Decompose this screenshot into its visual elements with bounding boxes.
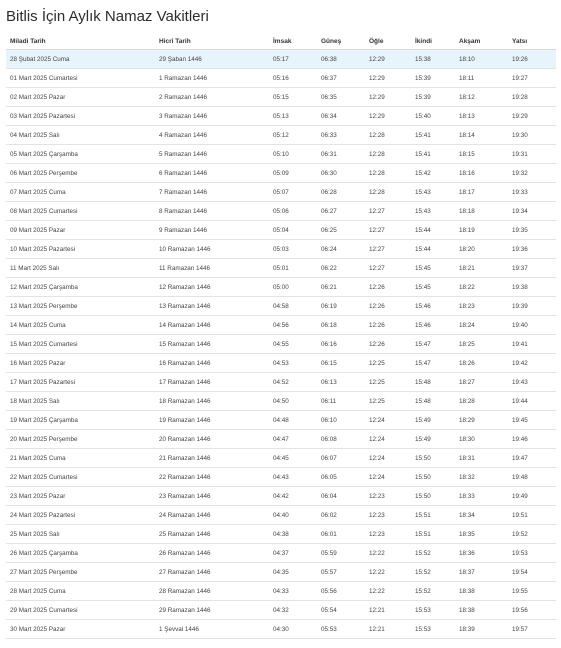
cell-aksam: 18:38 [455,601,508,620]
cell-ogle: 12:27 [365,240,411,259]
cell-ogle: 12:24 [365,468,411,487]
cell-ikindi: 15:47 [411,354,455,373]
cell-ikindi: 15:52 [411,582,455,601]
table-row [6,107,556,126]
cell-aksam: 18:15 [455,145,508,164]
cell-ikindi: 15:39 [411,69,455,88]
table-row [6,620,556,639]
cell-yatsi: 19:53 [508,544,556,563]
cell-hicri-date: 5 Ramazan 1446 [155,145,269,164]
cell-miladi-date: 13 Mart 2025 Perşembe [6,297,155,316]
cell-aksam: 18:28 [455,392,508,411]
cell-ogle: 12:26 [365,335,411,354]
cell-aksam: 18:18 [455,202,508,221]
cell-ogle: 12:23 [365,525,411,544]
cell-yatsi: 19:34 [508,202,556,221]
cell-yatsi: 19:39 [508,297,556,316]
column-header-ikindi: İkindi [411,33,455,50]
cell-miladi-date: 18 Mart 2025 Salı [6,392,155,411]
cell-hicri-date: 11 Ramazan 1446 [155,259,269,278]
cell-yatsi: 19:32 [508,164,556,183]
table-row [6,221,556,240]
cell-hicri-date: 14 Ramazan 1446 [155,316,269,335]
table-row [6,525,556,544]
cell-imsak: 05:15 [269,88,317,107]
cell-gunes: 06:35 [317,88,365,107]
cell-imsak: 05:04 [269,221,317,240]
cell-aksam: 18:13 [455,107,508,126]
column-header-ogle: Öğle [365,33,411,50]
cell-ogle: 12:24 [365,430,411,449]
cell-yatsi: 19:27 [508,69,556,88]
cell-ogle: 12:24 [365,411,411,430]
column-header-hicri: Hicri Tarih [155,33,269,50]
cell-hicri-date: 1 Ramazan 1446 [155,69,269,88]
cell-imsak: 04:30 [269,620,317,639]
cell-hicri-date: 4 Ramazan 1446 [155,126,269,145]
cell-ikindi: 15:50 [411,449,455,468]
cell-imsak: 04:45 [269,449,317,468]
cell-ogle: 12:28 [365,126,411,145]
cell-aksam: 18:35 [455,525,508,544]
cell-hicri-date: 19 Ramazan 1446 [155,411,269,430]
cell-yatsi: 19:29 [508,107,556,126]
cell-hicri-date: 23 Ramazan 1446 [155,487,269,506]
cell-hicri-date: 22 Ramazan 1446 [155,468,269,487]
cell-ogle: 12:25 [365,354,411,373]
cell-aksam: 18:21 [455,259,508,278]
cell-hicri-date: 29 Şaban 1446 [155,50,269,69]
cell-hicri-date: 28 Ramazan 1446 [155,582,269,601]
cell-miladi-date: 23 Mart 2025 Pazar [6,487,155,506]
cell-ikindi: 15:45 [411,278,455,297]
cell-ikindi: 15:47 [411,335,455,354]
cell-yatsi: 19:40 [508,316,556,335]
cell-miladi-date: 20 Mart 2025 Perşembe [6,430,155,449]
cell-ikindi: 15:52 [411,563,455,582]
cell-hicri-date: 26 Ramazan 1446 [155,544,269,563]
cell-miladi-date: 30 Mart 2025 Pazar [6,620,155,639]
table-row [6,297,556,316]
cell-hicri-date: 8 Ramazan 1446 [155,202,269,221]
cell-yatsi: 19:51 [508,506,556,525]
cell-yatsi: 19:33 [508,183,556,202]
cell-aksam: 18:31 [455,449,508,468]
cell-ikindi: 15:51 [411,506,455,525]
cell-miladi-date: 28 Mart 2025 Cuma [6,582,155,601]
table-row [6,544,556,563]
cell-hicri-date: 27 Ramazan 1446 [155,563,269,582]
cell-ogle: 12:26 [365,316,411,335]
cell-imsak: 04:43 [269,468,317,487]
cell-gunes: 06:19 [317,297,365,316]
cell-ikindi: 15:46 [411,316,455,335]
cell-miladi-date: 08 Mart 2025 Cumartesi [6,202,155,221]
table-row [6,392,556,411]
cell-yatsi: 19:36 [508,240,556,259]
cell-miladi-date: 06 Mart 2025 Perşembe [6,164,155,183]
cell-aksam: 18:37 [455,563,508,582]
cell-imsak: 05:10 [269,145,317,164]
cell-gunes: 06:07 [317,449,365,468]
column-header-yatsi: Yatsı [508,33,556,50]
prayer-times-table [6,33,556,639]
column-header-gunes: Güneş [317,33,365,50]
cell-imsak: 04:53 [269,354,317,373]
cell-imsak: 05:12 [269,126,317,145]
table-row-today [6,50,556,69]
table-row [6,335,556,354]
cell-imsak: 04:58 [269,297,317,316]
cell-imsak: 04:32 [269,601,317,620]
cell-ogle: 12:23 [365,506,411,525]
table-row [6,563,556,582]
table-row [6,487,556,506]
cell-aksam: 18:26 [455,354,508,373]
table-header-row [6,33,556,50]
cell-miladi-date: 15 Mart 2025 Cumartesi [6,335,155,354]
cell-gunes: 06:13 [317,373,365,392]
cell-hicri-date: 12 Ramazan 1446 [155,278,269,297]
cell-gunes: 06:31 [317,145,365,164]
cell-gunes: 06:05 [317,468,365,487]
table-body [6,50,556,639]
cell-hicri-date: 7 Ramazan 1446 [155,183,269,202]
cell-miladi-date: 26 Mart 2025 Çarşamba [6,544,155,563]
cell-imsak: 04:40 [269,506,317,525]
cell-hicri-date: 24 Ramazan 1446 [155,506,269,525]
cell-aksam: 18:22 [455,278,508,297]
cell-ikindi: 15:52 [411,544,455,563]
cell-gunes: 06:27 [317,202,365,221]
cell-imsak: 05:07 [269,183,317,202]
cell-yatsi: 19:48 [508,468,556,487]
cell-miladi-date: 04 Mart 2025 Salı [6,126,155,145]
cell-imsak: 04:42 [269,487,317,506]
cell-ogle: 12:28 [365,164,411,183]
cell-ogle: 12:29 [365,107,411,126]
column-header-imsak: İmsak [269,33,317,50]
cell-gunes: 06:08 [317,430,365,449]
cell-miladi-date: 02 Mart 2025 Pazar [6,88,155,107]
cell-ogle: 12:22 [365,544,411,563]
cell-yatsi: 19:37 [508,259,556,278]
column-header-aksam: Akşam [455,33,508,50]
cell-gunes: 06:02 [317,506,365,525]
cell-ogle: 12:29 [365,88,411,107]
cell-miladi-date: 01 Mart 2025 Cumartesi [6,69,155,88]
cell-ogle: 12:25 [365,392,411,411]
cell-imsak: 04:50 [269,392,317,411]
cell-imsak: 05:01 [269,259,317,278]
cell-miladi-date: 22 Mart 2025 Cumartesi [6,468,155,487]
cell-ikindi: 15:41 [411,126,455,145]
cell-ogle: 12:25 [365,373,411,392]
cell-gunes: 06:30 [317,164,365,183]
cell-hicri-date: 2 Ramazan 1446 [155,88,269,107]
cell-hicri-date: 25 Ramazan 1446 [155,525,269,544]
cell-ikindi: 15:38 [411,50,455,69]
cell-aksam: 18:20 [455,240,508,259]
table-row [6,259,556,278]
cell-ikindi: 15:44 [411,240,455,259]
cell-miladi-date: 16 Mart 2025 Pazar [6,354,155,373]
cell-aksam: 18:16 [455,164,508,183]
table-row [6,183,556,202]
cell-ikindi: 15:49 [411,411,455,430]
cell-miladi-date: 14 Mart 2025 Cuma [6,316,155,335]
cell-yatsi: 19:42 [508,354,556,373]
cell-hicri-date: 1 Şevval 1446 [155,620,269,639]
cell-yatsi: 19:31 [508,145,556,164]
cell-ikindi: 15:41 [411,145,455,164]
cell-ikindi: 15:42 [411,164,455,183]
cell-yatsi: 19:49 [508,487,556,506]
cell-gunes: 05:59 [317,544,365,563]
cell-imsak: 04:55 [269,335,317,354]
cell-ikindi: 15:44 [411,221,455,240]
cell-ogle: 12:23 [365,487,411,506]
cell-hicri-date: 13 Ramazan 1446 [155,297,269,316]
cell-gunes: 06:24 [317,240,365,259]
cell-imsak: 05:00 [269,278,317,297]
table-row [6,278,556,297]
cell-hicri-date: 3 Ramazan 1446 [155,107,269,126]
cell-yatsi: 19:56 [508,601,556,620]
cell-gunes: 06:18 [317,316,365,335]
cell-ogle: 12:21 [365,601,411,620]
cell-ikindi: 15:50 [411,487,455,506]
cell-miladi-date: 17 Mart 2025 Pazartesi [6,373,155,392]
cell-ogle: 12:27 [365,259,411,278]
cell-imsak: 04:48 [269,411,317,430]
cell-aksam: 18:27 [455,373,508,392]
cell-hicri-date: 18 Ramazan 1446 [155,392,269,411]
cell-ogle: 12:29 [365,50,411,69]
cell-miladi-date: 12 Mart 2025 Çarşamba [6,278,155,297]
cell-yatsi: 19:26 [508,50,556,69]
cell-imsak: 04:38 [269,525,317,544]
cell-hicri-date: 20 Ramazan 1446 [155,430,269,449]
cell-ikindi: 15:39 [411,88,455,107]
cell-aksam: 18:29 [455,411,508,430]
cell-ogle: 12:21 [365,620,411,639]
cell-miladi-date: 05 Mart 2025 Çarşamba [6,145,155,164]
cell-gunes: 06:10 [317,411,365,430]
column-header-miladi: Miladi Tarih [6,33,155,50]
cell-ogle: 12:27 [365,202,411,221]
cell-gunes: 06:37 [317,69,365,88]
cell-aksam: 18:19 [455,221,508,240]
table-row [6,202,556,221]
cell-yatsi: 19:47 [508,449,556,468]
cell-ikindi: 15:50 [411,468,455,487]
table-row [6,316,556,335]
cell-gunes: 06:38 [317,50,365,69]
cell-miladi-date: 19 Mart 2025 Çarşamba [6,411,155,430]
cell-yatsi: 19:52 [508,525,556,544]
cell-yatsi: 19:57 [508,620,556,639]
cell-miladi-date: 24 Mart 2025 Pazartesi [6,506,155,525]
table-row [6,582,556,601]
cell-aksam: 18:30 [455,430,508,449]
cell-imsak: 05:06 [269,202,317,221]
cell-imsak: 05:03 [269,240,317,259]
table-row [6,126,556,145]
cell-ogle: 12:28 [365,145,411,164]
cell-imsak: 04:33 [269,582,317,601]
cell-miladi-date: 29 Mart 2025 Cumartesi [6,601,155,620]
cell-miladi-date: 10 Mart 2025 Pazartesi [6,240,155,259]
table-row [6,411,556,430]
cell-imsak: 04:56 [269,316,317,335]
cell-imsak: 04:35 [269,563,317,582]
cell-yatsi: 19:35 [508,221,556,240]
cell-gunes: 05:53 [317,620,365,639]
cell-hicri-date: 15 Ramazan 1446 [155,335,269,354]
cell-imsak: 05:17 [269,50,317,69]
cell-imsak: 05:09 [269,164,317,183]
cell-yatsi: 19:28 [508,88,556,107]
cell-ogle: 12:24 [365,449,411,468]
cell-yatsi: 19:45 [508,411,556,430]
cell-aksam: 18:39 [455,620,508,639]
cell-ikindi: 15:49 [411,430,455,449]
cell-ogle: 12:22 [365,582,411,601]
cell-miladi-date: 03 Mart 2025 Pazartesi [6,107,155,126]
cell-ikindi: 15:53 [411,601,455,620]
table-row [6,468,556,487]
cell-gunes: 06:33 [317,126,365,145]
table-row [6,601,556,620]
cell-yatsi: 19:54 [508,563,556,582]
cell-yatsi: 19:30 [508,126,556,145]
cell-gunes: 06:04 [317,487,365,506]
table-row [6,240,556,259]
cell-miladi-date: 09 Mart 2025 Pazar [6,221,155,240]
table-row [6,164,556,183]
cell-yatsi: 19:43 [508,373,556,392]
cell-gunes: 06:01 [317,525,365,544]
cell-ogle: 12:29 [365,69,411,88]
cell-ikindi: 15:48 [411,392,455,411]
cell-ogle: 12:28 [365,183,411,202]
cell-aksam: 18:10 [455,50,508,69]
cell-miladi-date: 21 Mart 2025 Cuma [6,449,155,468]
cell-aksam: 18:14 [455,126,508,145]
cell-hicri-date: 29 Ramazan 1446 [155,601,269,620]
cell-ikindi: 15:46 [411,297,455,316]
cell-gunes: 06:11 [317,392,365,411]
table-row [6,88,556,107]
cell-aksam: 18:17 [455,183,508,202]
cell-aksam: 18:38 [455,582,508,601]
cell-aksam: 18:34 [455,506,508,525]
cell-ikindi: 15:40 [411,107,455,126]
cell-ikindi: 15:45 [411,259,455,278]
cell-ogle: 12:22 [365,563,411,582]
cell-miladi-date: 07 Mart 2025 Cuma [6,183,155,202]
cell-miladi-date: 11 Mart 2025 Salı [6,259,155,278]
table-row [6,69,556,88]
cell-aksam: 18:25 [455,335,508,354]
cell-yatsi: 19:38 [508,278,556,297]
cell-imsak: 05:16 [269,69,317,88]
page-title: Bitlis İçin Aylık Namaz Vakitleri [6,8,209,25]
cell-ogle: 12:26 [365,297,411,316]
cell-aksam: 18:12 [455,88,508,107]
cell-gunes: 05:56 [317,582,365,601]
cell-ogle: 12:26 [365,278,411,297]
cell-aksam: 18:11 [455,69,508,88]
cell-gunes: 06:21 [317,278,365,297]
cell-hicri-date: 17 Ramazan 1446 [155,373,269,392]
cell-hicri-date: 21 Ramazan 1446 [155,449,269,468]
cell-gunes: 05:57 [317,563,365,582]
cell-imsak: 05:13 [269,107,317,126]
cell-aksam: 18:33 [455,487,508,506]
cell-gunes: 06:15 [317,354,365,373]
cell-aksam: 18:32 [455,468,508,487]
cell-gunes: 06:25 [317,221,365,240]
cell-imsak: 04:47 [269,430,317,449]
table-row [6,430,556,449]
cell-gunes: 05:54 [317,601,365,620]
cell-yatsi: 19:46 [508,430,556,449]
table-row [6,449,556,468]
cell-ikindi: 15:51 [411,525,455,544]
cell-ikindi: 15:43 [411,202,455,221]
cell-ogle: 12:27 [365,221,411,240]
cell-miladi-date: 27 Mart 2025 Perşembe [6,563,155,582]
cell-hicri-date: 16 Ramazan 1446 [155,354,269,373]
cell-hicri-date: 9 Ramazan 1446 [155,221,269,240]
cell-gunes: 06:22 [317,259,365,278]
cell-aksam: 18:24 [455,316,508,335]
cell-aksam: 18:36 [455,544,508,563]
table-row [6,354,556,373]
cell-miladi-date: 28 Şubat 2025 Cuma [6,50,155,69]
table-row [6,145,556,164]
cell-ikindi: 15:43 [411,183,455,202]
cell-yatsi: 19:55 [508,582,556,601]
cell-imsak: 04:37 [269,544,317,563]
cell-hicri-date: 10 Ramazan 1446 [155,240,269,259]
cell-imsak: 04:52 [269,373,317,392]
cell-miladi-date: 25 Mart 2025 Salı [6,525,155,544]
table-row [6,373,556,392]
cell-gunes: 06:16 [317,335,365,354]
table-row [6,506,556,525]
cell-hicri-date: 6 Ramazan 1446 [155,164,269,183]
cell-gunes: 06:34 [317,107,365,126]
cell-ikindi: 15:48 [411,373,455,392]
cell-gunes: 06:28 [317,183,365,202]
cell-yatsi: 19:44 [508,392,556,411]
cell-ikindi: 15:53 [411,620,455,639]
cell-yatsi: 19:41 [508,335,556,354]
cell-aksam: 18:23 [455,297,508,316]
